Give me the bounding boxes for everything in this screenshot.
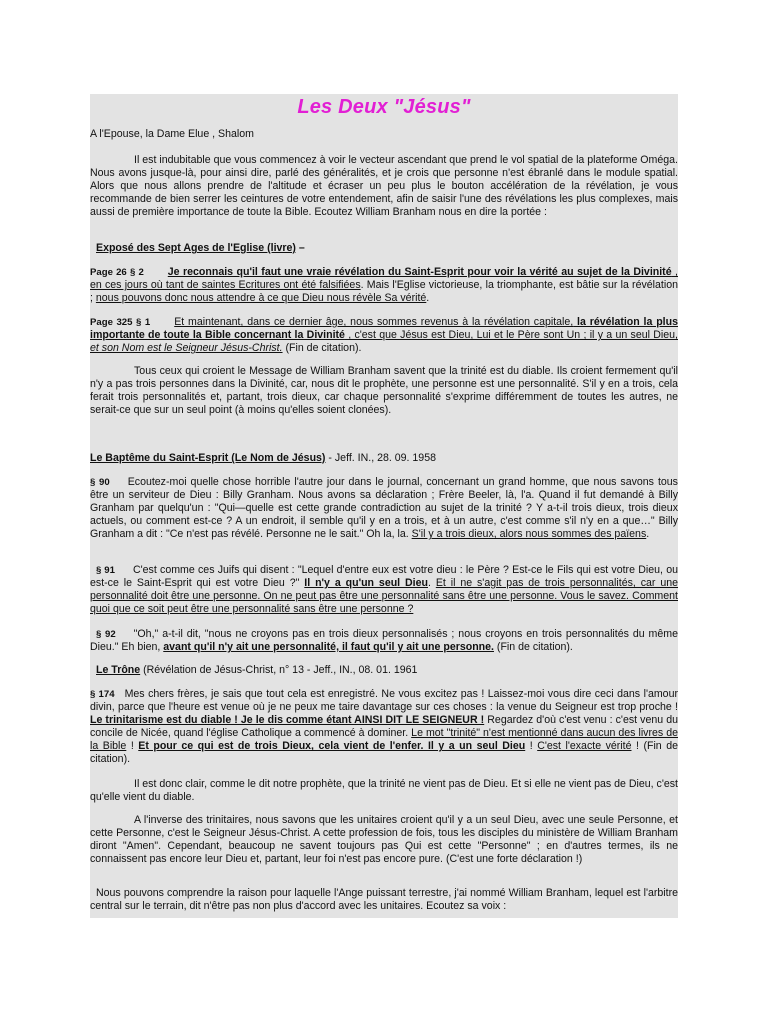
heading-trone: Le Trône (Révélation de Jésus-Christ, n° 13 - Jeff., IN., 08. 01. 1961: [96, 664, 418, 676]
quote-page-325: Page 325 § 1 Et maintenant, dans ce dernier âge, nous sommes revenus à la révélation capitale, la révélation la plus importante de toute la Bible concernant la Divinité , c'est que Jésus est Dieu, Lui et le Père sont Un ; il y a un seul Dieu, et son Nom est le Seigneur Jésus-Christ. (Fin de citation).: [90, 316, 678, 355]
quote-paragraph-91: § 91 C'est comme ces Juifs qui disent : "Lequel d'entre eux est votre dieu : le Père ? Est-ce le Fils qui est votre Dieu, ou est-ce le Saint-Esprit qui est votre Dieu ?" Il n'y a qu'un seul Dieu. Et il ne s'agit pas de trois personnalités, car une personnalité doit être une personne. On ne peut pas être une personnalité sans être une personne. Vous le savez. Comment quoi que ce soit peut être une personnalité sans être une personne ?: [90, 564, 679, 616]
quote-paragraph-90: § 90 Ecoutez-moi quelle chose horrible l'autre jour dans le journal, concernant un grand homme, que nous savons tous être un serviteur de Dieu : Billy Granham. Nous avons sa déclaration ; Frère Beeler, là, l'a. Quand il fut demandé à Billy Granham par quelqu'un : "Qui—quelle est cette grande contradiction au sujet de la trinité ? Y a-t-il trois dieux, trois dieux actuels, ou comment est-ce ? A un endroit, il semble qu'il y en a trois, et à un autre, c'est comme s'il n'y en a que…" Billy Granham a dit : "Ce n'est pas révélé. Personne ne le sait." Oh la, la. S'il y a trois dieux, alors nous sommes des païens.: [90, 476, 678, 541]
quote-reference: Page 26 § 2: [90, 267, 144, 278]
intro-paragraph: Il est indubitable que vous commencez à voir le vecteur ascendant que prend le vol spatial de la plateforme Oméga. Nous avons jusque-là, pour ainsi dire, parlé des généralités, et je crois que personne n'est ébranlé dans le module spatial. Alors que nous allons prendre de l'altitude et écraser un peu plus le bouton accélération de la révélation, je vous recommande de bien serrer les ceintures de votre entendement, afin de saisir l'une des révélations les plus complexes, mais aussi de première importance de toute la Bible. Ecoutez William Branham nous en dire la portée :: [90, 154, 678, 219]
greeting: A l'Epouse, la Dame Elue , Shalom: [90, 128, 254, 140]
paragraph-ange: Nous pouvons comprendre la raison pour laquelle l'Ange puissant terrestre, j'ai nommé William Branham, lequel est l'arbitre central sur le terrain, dit n'être pas non plus d'accord avec les unitaires. Ecoutez sa voix :: [90, 887, 678, 913]
document-page: [90, 94, 678, 918]
heading-bapteme: Le Baptême du Saint-Esprit (Le Nom de Jésus) - Jeff. IN., 28. 09. 1958: [90, 452, 436, 464]
paragraph-conclusion: Il est donc clair, comme le dit notre prophète, que la trinité ne vient pas de Dieu. Et si elle ne vient pas de Dieu, c'est qu'elle vient du diable.: [90, 778, 678, 804]
quote-reference: Page 325 § 1: [90, 317, 151, 328]
quote-paragraph-92: § 92 "Oh," a-t-il dit, "nous ne croyons pas en trois dieux personnalisés ; nous croyons en trois personnalités du même Dieu." Eh bien, avant qu'il n'y ait une personnalité, il faut qu'il y ait une personne. (Fin de citation).: [90, 628, 678, 654]
quote-reference: § 91: [96, 565, 115, 576]
quote-reference: § 174: [90, 689, 115, 700]
quote-page-26: Page 26 § 2 Je reconnais qu'il faut une vraie révélation du Saint-Esprit pour voir la vérité au sujet de la Divinité , en ces jours où tant de saintes Ecritures ont été falsifiées. Mais l'Eglise victorieuse, la triomphante, est bâtie sur la révélation ; nous pouvons donc nous attendre à ce que Dieu nous révèle Sa vérité.: [90, 266, 678, 305]
quote-paragraph-174: § 174 Mes chers frères, je sais que tout cela est enregistré. Ne vous excitez pas ! Laissez-moi vous dire ceci dans l'amour divin, parce que l'heure est venue où je ne peux me taire davantage sur ces choses : la venue du Seigneur est trop proche ! Le trinitarisme est du diable ! Je le dis comme étant AINSI DIT LE SEIGNEUR ! Regardez d'où c'est venu : c'est venu du concile de Nicée, quand l'église Catholique a commencé à dominer. Le mot "trinité" n'est mentionné dans aucun des livres de la Bible ! Et pour ce qui est de trois Dieux, cela vient de l'enfer. Il y a un seul Dieu ! C'est l'exacte vérité ! (Fin de citation).: [90, 688, 678, 766]
paragraph-unitaires: A l'inverse des trinitaires, nous savons que les unitaires croient qu'il y a un seul Dieu, avec une seule Personne, et cette Personne, c'est le Seigneur Jésus-Christ. A cette profession de fois, tous les disciples du ministère de William Branham diront "Amen". Cependant, beaucoup ne savent toujours pas Qui est cette "Personne" ; en d'autres termes, ils ne connaissent pas encore leur Dieu et, partant, leur foi n'est pas encore pure. (C'est une forte déclaration !): [90, 814, 678, 866]
quote-reference: § 92: [96, 629, 116, 640]
quote-reference: § 90: [90, 477, 110, 488]
paragraph-trinite: Tous ceux qui croient le Message de William Branham savent que la trinité est du diable. Ils croient fermement qu'il n'y a pas trois personnes dans la Divinité, car, nous dit le prophète, une personne est une personnalité. S'il y en a trois, cela ferait trois personnalités et, partant, trois dieux, car chaque personnalité s'exprime différemment de toutes les autres, ne serait-ce que sur un seul point (à moins qu'elles soient clonées).: [90, 365, 678, 417]
heading-ages-eglise: Exposé des Sept Ages de l'Eglise (livre) –: [96, 242, 305, 254]
document-title: Les Deux "Jésus": [297, 96, 471, 118]
